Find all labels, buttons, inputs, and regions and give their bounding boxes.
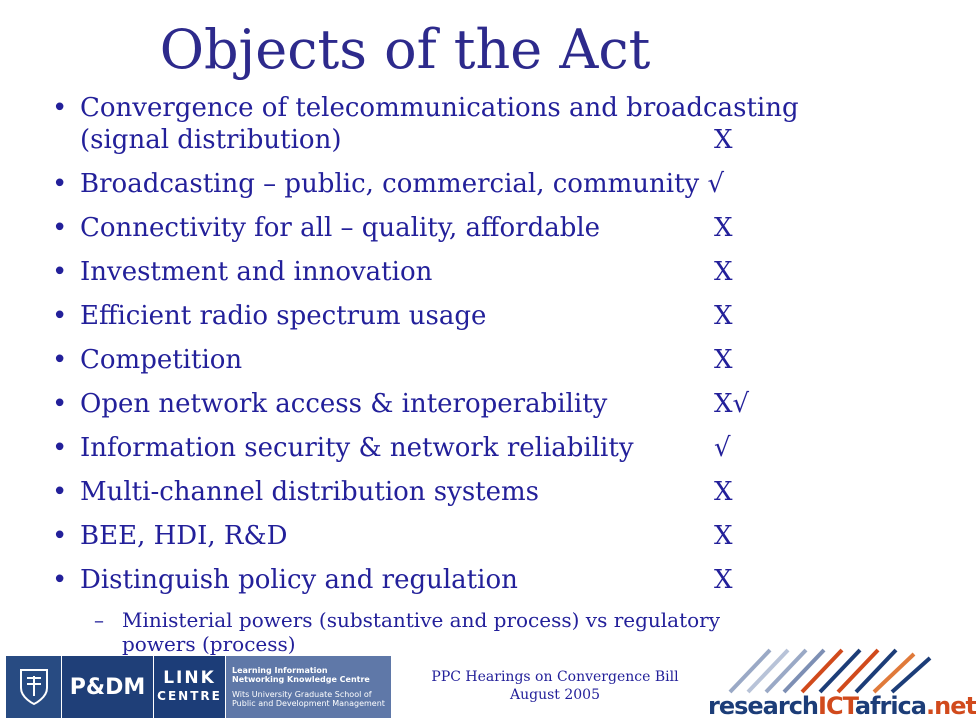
wordmark-net: .net [925, 692, 976, 720]
item-text: Connectivity for all – quality, affordable [80, 213, 601, 243]
bullet-marker: • [52, 257, 68, 287]
bullet-marker: • [52, 477, 68, 507]
bullet-marker: • [52, 93, 68, 123]
footer-line-1: PPC Hearings on Convergence Bill [431, 669, 679, 685]
item-text: Open network access & interoperability [80, 389, 608, 419]
pdm-logo: P&DM [62, 656, 154, 718]
link-desc-line: Wits University Graduate School of [232, 690, 372, 699]
stripes-graphic-icon [700, 648, 958, 692]
bullet-marker: • [52, 301, 68, 331]
list-item [52, 92, 932, 156]
status-mark: √ [714, 433, 731, 463]
bullet-marker: • [52, 389, 68, 419]
status-mark: X [714, 125, 733, 155]
link-desc-line: Learning Information [232, 666, 328, 675]
item-text: Distinguish policy and regulation [80, 565, 518, 595]
link-centre-description [226, 656, 392, 718]
bullet-marker: • [52, 521, 68, 551]
link-desc-line: Networking Knowledge Centre [232, 675, 370, 684]
bullet-marker: • [52, 345, 68, 375]
bullet-marker: • [52, 169, 68, 199]
wordmark-research: research [708, 692, 819, 720]
item-text: Investment and innovation [80, 257, 433, 287]
status-mark: √ [707, 169, 725, 199]
item-text: Information security & network reliability [80, 433, 634, 463]
link-desc-line: Public and Development Management [232, 699, 385, 708]
status-mark: X [714, 257, 733, 287]
status-mark: X√ [714, 389, 750, 419]
bullet-list [52, 92, 932, 656]
research-ict-africa-wordmark [708, 692, 976, 720]
status-mark: X [714, 521, 733, 551]
status-mark: X [714, 565, 733, 595]
status-mark: X [714, 213, 733, 243]
list-item [52, 344, 932, 376]
list-item [52, 564, 932, 596]
bullet-marker: • [52, 433, 68, 463]
wordmark-africa: africa [854, 692, 926, 720]
footer-line-2: August 2005 [510, 687, 600, 703]
status-mark: X [714, 477, 733, 507]
item-text: BEE, HDI, R&D [80, 521, 288, 551]
item-text: Convergence of telecommunications and broadcasting [80, 93, 799, 123]
centre-logo-word: CENTRE [157, 689, 222, 703]
list-item [52, 388, 932, 420]
list-item [52, 300, 932, 332]
item-text: Broadcasting – public, commercial, community [80, 169, 700, 199]
footer-text [400, 668, 710, 704]
list-item [52, 256, 932, 288]
sub-item-text-continued: powers (process) [122, 632, 296, 656]
list-item [52, 212, 932, 244]
list-item [52, 432, 932, 464]
list-item [52, 476, 932, 508]
status-mark: X [714, 345, 733, 375]
shield-icon [19, 668, 49, 706]
status-mark: X [714, 301, 733, 331]
list-item [52, 520, 932, 552]
footer [0, 648, 976, 720]
slide-title: Objects of the Act [159, 18, 651, 81]
dash-marker: – [94, 608, 104, 632]
sub-item-text: Ministerial powers (substantive and process) vs regulatory [122, 608, 721, 632]
item-text: Multi-channel distribution systems [80, 477, 540, 507]
item-text-continued: (signal distribution) [80, 125, 342, 155]
item-text: Efficient radio spectrum usage [80, 301, 487, 331]
research-ict-africa-logo [700, 648, 976, 720]
bullet-marker: • [52, 213, 68, 243]
bullet-marker: • [52, 565, 68, 595]
link-centre-logo [154, 656, 226, 718]
list-item [52, 168, 932, 200]
partner-logos [6, 656, 392, 718]
wordmark-ict: ICT [818, 692, 855, 720]
link-logo-word: LINK [163, 668, 216, 688]
university-shield-icon [6, 656, 62, 718]
item-text: Competition [80, 345, 243, 375]
